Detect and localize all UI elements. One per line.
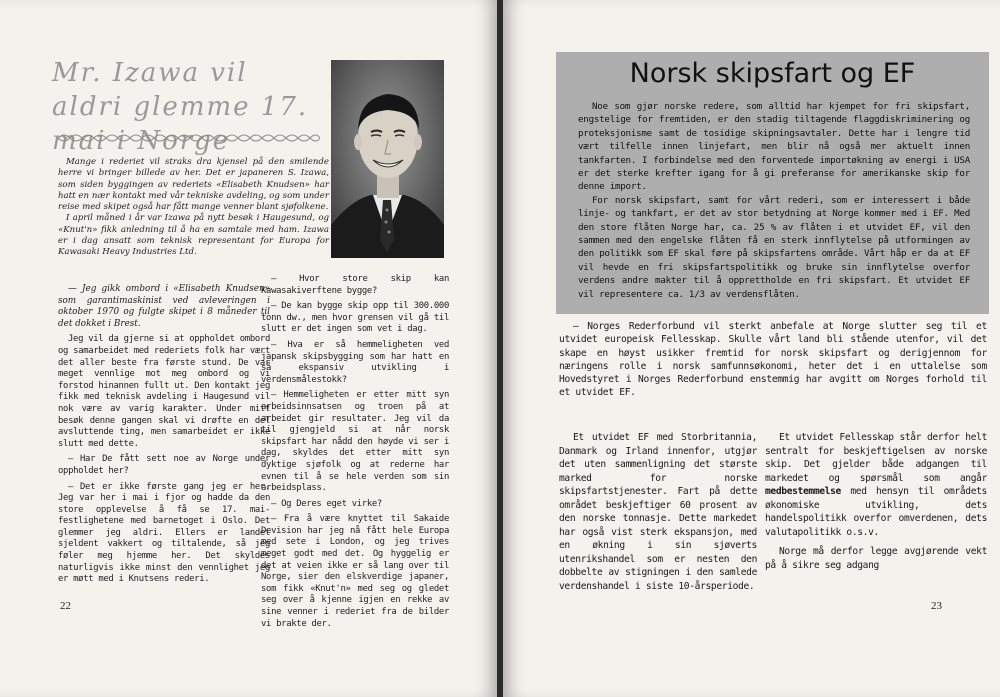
body-paragraph: — Hva er så hemmeligheten ved japansk skipsbygging som har hatt en så ekspansiv utvikling i verdensmålestokk? [261,339,449,385]
left-text-column-a [58,284,270,590]
bold-term: medbestemmelse [765,486,841,497]
body-paragraph: Jeg vil da gjerne si at oppholdet ombord og samarbeidet med rederiets folk har vært det aller beste fra første stund. De var meget vennlige mot meg ombord og vi forstod hinannen fullt ut. Den kontakt jeg fikk med teknisk avdeling i Haugesund vil nok være av varig karakter. Under mitt besøk denne gangen skal vi drøfte en del avsluttende ting, men samarbeidet er ikke slutt med dette. [58,334,270,449]
body-paragraph: — Fra å være knyttet til Sakaide Devision har jeg nå fått hele Europa med sete i London, og jeg trives meget godt med det. Og hyggelig er det at veien ikke er så lang over til Norge, sier den elskverdige japaner, som fikk «Knut'n» med seg og gledet seg over å kjenne igjen en rekke av sine venner i rederiet fra de bilder vi brakte der. [261,514,449,629]
intro-paragraph: I april måned i år var Izawa på nytt besøk i Haugesund, og «Knut'n» fikk anledning til å ha en samtale med ham. Izawa er i dag ansatt som teknisk representant for Europa for Kawasaki Heavy Industries Ltd. [58,213,329,258]
summary-paragraph [559,320,987,400]
body-paragraph: — Har De fått sett noe av Norge under oppholdet her? [58,454,270,476]
body-paragraph: — De kan bygge skip opp til 300.000 tonn dw., men hvor grensen vil gå til slutt er det ingen som vet i dag. [261,301,449,335]
body-paragraph: — Det er ikke første gang jeg er her. Jeg var her i mai i fjor og hadde da den store opplevelse å få se 17. mai-festlighetene med barnetoget i Oslo. Det glemmer jeg aldri. Ellers er landet sjeldent vakkert og tiltalende, så jeg føler meg hjemme her. Det skyldes naturligvis ikke minst den vennlighet jeg er møtt med i Knutsens rederi. [58,481,270,585]
body-paragraph [765,431,987,539]
page-number: 23 [931,600,942,612]
left-text-column-b [261,274,449,634]
box-title: Norsk skipsfart og EF [629,58,916,89]
body-paragraph: Norge må derfor legge avgjørende vekt på å sikre seg adgang [765,546,987,571]
left-page [0,0,497,697]
box-text [578,100,970,301]
box-paragraph: For norsk skipsfart, samt for vårt rederi, som er interessert i både linje- og tankfart, er det av stor betydning at Norge kommer med i EF. Med den store flåten Norge har, ca. 25 % av flåten i et utvidet EF, vil den sammen med den engelske flåten få en sterk innflytelse på utformingen av den politikk som EF skal føre på skipsfartens område. Vårt håp er da at EF vil hevde en fri skipsfartspolitikk og bruke sin innflytelse overfor verdens andre makter til å opprettholde en fri skipsfart. Et utvidet EF vil representere ca. 1/3 av verdensflåten. [578,194,970,300]
body-paragraph: Et utvidet EF med Storbritannia, Danmark og Irland innenfor, utgjør det uten sammenligning det største marked for norske skipsfartstjenester. Fart på dette området beskjeftiger 60 prosent av den norske tonnasje. Dette markedet har også vist sterk ekspansjon, med en økning i sin sjøverts utenrikshandel som er nesten den dobbelte av stigningen i den samlede verdenshandel i siste 10-årsperiode. [559,432,757,592]
right-text-column-a [559,431,757,599]
body-paragraph: — Hvor store skip kan Kawasakiverftene bygge? [261,274,449,296]
right-text-column-b [765,431,987,578]
article-headline: Mr. Izawa vil aldri glemme 17. mai i Norge [52,58,309,156]
body-paragraph: — Og Deres eget virke? [271,498,382,509]
text-span: med hensyn til områdets økonomiske utvikling, dets handelspolitikk overfor omverdenen, dets valutapolitikk o.s.v. [765,486,987,538]
intro-paragraph: Mange i rederiet vil straks dra kjensel på den smilende herre vi bringer billede av her. Det er japaneren S. Izawa, som siden byggingen av rederiets «Elisabeth Knudsen» har hatt en nær kontakt med vår tekniske avdeling, og som under reise med skipet også har fått mange venner blant sjøfolkene. [58,157,329,213]
page-number: 22 [60,600,71,612]
body-paragraph: — Jeg gikk ombord i «Elisabeth Knudsen» som garantimaskinist ved avleveringen i oktober 1970 og fulgte skipet i 8 måneder til det dokket i Brest. [58,284,270,329]
decorative-chain-rule [58,132,320,144]
text-span: Et utvidet Fellesskap står derfor helt sentralt for beskjeftigelsen av norske skip. Det gjelder både adgangen til markedet og spørsmål som angår [765,432,987,484]
body-paragraph: — Hemmeligheten er etter mitt syn arbeidsinnsatsen og troen på at arbeidet gir resultater. Jeg vil da til gjengjeld si at når norsk skipsfart har nådd den høyde vi ser i dag, skyldes det etter mitt syn dyktige sjøfolk og at rederne har evnen til å se hele verden som sin arbeidsplass. [261,390,449,494]
box-paragraph: Noe som gjør norske redere, som alltid har kjempet for fri skipsfart, engstelige for fremtiden, er den stadig tiltagende flaggdiskriminering og proteksjonisme samt de tosidige skipningsavtaler. Dette har i lengre tid vært tilfelle innen linjefart, men blir nå også mer aktuelt innen tankfarten. I forbindelse med den forventede importøkning av energi i USA er det sterke krefter igang for å gi preferanse for amerikanske skip for denne import. [578,101,970,193]
izawa-portrait-photo [331,60,444,258]
article-intro [58,157,329,259]
summary-text: — Norges Rederforbund vil sterkt anbefale at Norge slutter seg til et utvidet europeisk Fellesskap. Skulle vårt land bli stående utenfor, vil det skape en høyst usikker fremtid for norsk skipsfart og derigjennom for næringens rolle i norsk samfunnsøkonomi, heter det i en uttalelse som Hovedstyret i Norges Rederforbund enstemmig har avgitt om Norges forhold til et utvidet EF. [559,321,987,399]
highlight-box [556,52,989,314]
right-page [503,0,1000,697]
